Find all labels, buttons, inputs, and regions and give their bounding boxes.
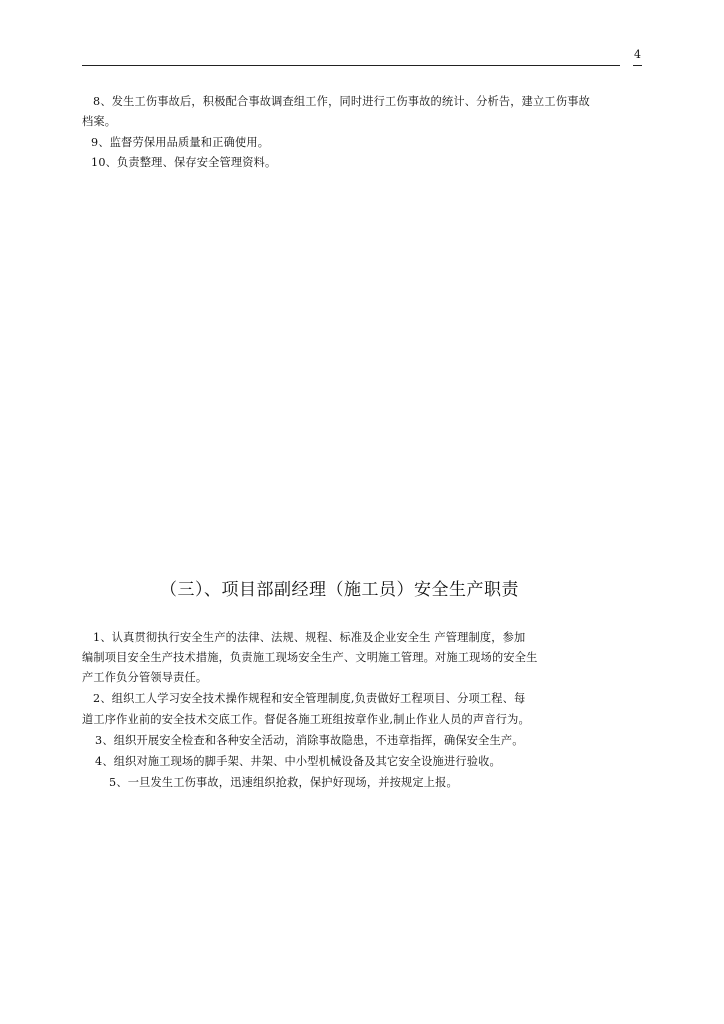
list-item-8-line-2: 档案。 <box>82 115 117 128</box>
section-item-3: 3、组织开展安全检查和各种安全活动，消除事故隐患，不违章指挥，确保安全生产。 <box>95 734 524 747</box>
section-item-1-line-3: 产工作负分管领导责任。 <box>82 671 208 684</box>
section-item-2-line-2: 道工序作业前的安全技术交底工作。督促各施工班组按章作业,制止作业人员的声音行为。 <box>82 713 530 726</box>
header-rule <box>82 65 620 66</box>
section-item-1-line-2: 编制项目安全生产技术措施，负责施工现场安全生产、文明施工管理。对施工现场的安全生 <box>82 651 538 664</box>
list-item-9: 9、监督劳保用品质量和正确使用。 <box>91 136 270 149</box>
section-item-1-line-1: 1、认真贯彻执行安全生产的法律、法规、规程、标准及企业安全生 产管理制度，参加 <box>93 631 526 644</box>
section-item-5: 5、一旦发生工伤事故，迅速组织抢救，保护好现场，并按规定上报。 <box>109 776 458 789</box>
section-title: （三）、项目部副经理（施工员）安全生产职责 <box>160 580 519 600</box>
section-item-2-line-1: 2、组织工人学习安全技术操作规程和安全管理制度,负责做好工程项目、分项工程、每 <box>93 692 526 705</box>
page-number-underline <box>633 65 642 66</box>
section-item-4: 4、组织对施工现场的脚手架、井架、中小型机械设备及其它安全设施进行验收。 <box>95 755 501 768</box>
list-item-10: 10、负责整理、保存安全管理资料。 <box>91 156 277 169</box>
page-number: 4 <box>634 48 641 61</box>
list-item-8-line-1: 8、发生工伤事故后，积极配合事故调查组工作，同时进行工伤事故的统计、分析告，建立工伤事故 <box>93 95 590 108</box>
